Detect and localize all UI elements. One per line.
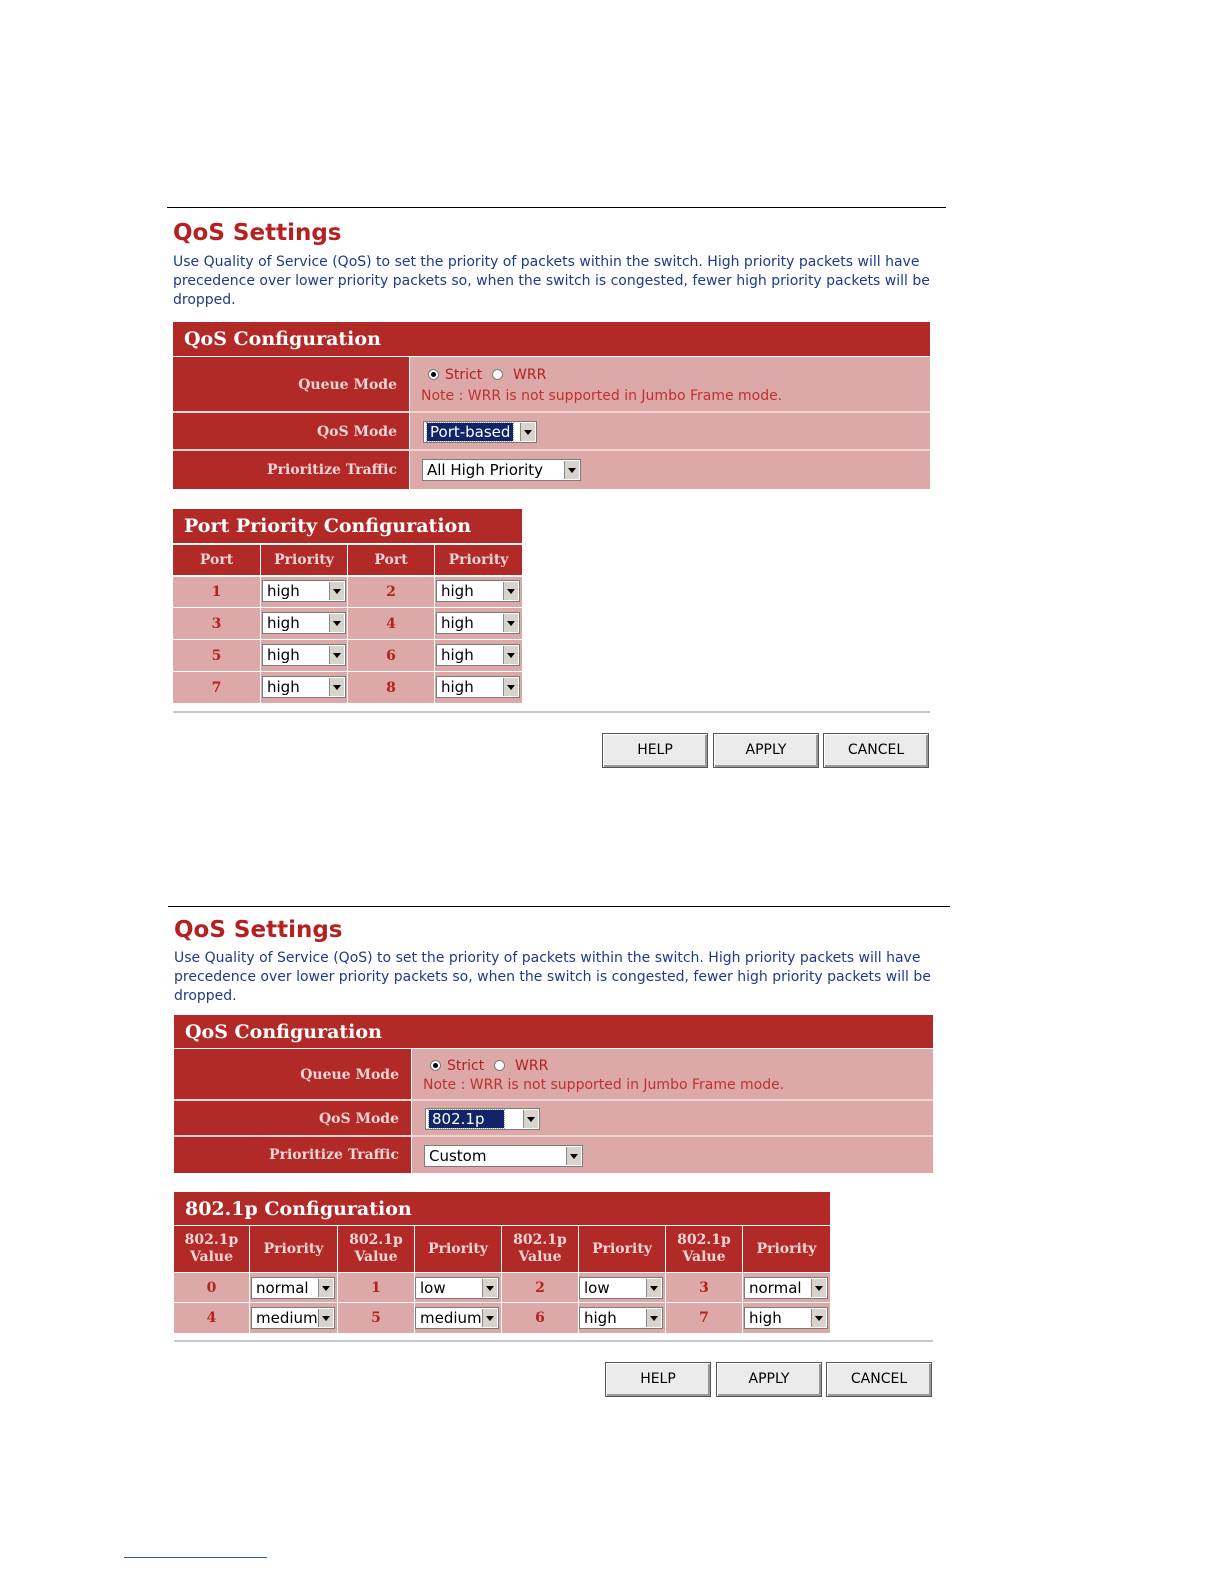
help-button[interactable]: HELP xyxy=(602,733,708,768)
col-header-priority: Priority xyxy=(435,545,522,575)
divider-top-2 xyxy=(168,906,950,907)
col-header-port: Port xyxy=(348,545,434,575)
port-priority-select[interactable]: high xyxy=(262,676,346,698)
chevron-down-icon xyxy=(503,614,518,632)
col-header-8021p-value: 802.1p Value xyxy=(502,1226,578,1272)
chevron-down-icon xyxy=(329,614,344,632)
prioritize-traffic-label: Prioritize Traffic xyxy=(174,1137,411,1173)
queue-mode-strict-label: Strict xyxy=(445,367,483,383)
col-header-8021p-value: 802.1p Value xyxy=(174,1226,249,1272)
col-header-priority: Priority xyxy=(415,1226,501,1272)
chevron-down-icon xyxy=(503,646,518,664)
queue-mode-label: Queue Mode xyxy=(173,357,409,412)
dot1p-priority-select[interactable]: medium xyxy=(415,1307,499,1329)
dot1p-priority-select[interactable]: low xyxy=(579,1277,663,1299)
col-header-port: Port xyxy=(173,545,260,575)
port-number: 6 xyxy=(386,647,396,664)
prioritize-traffic-select[interactable]: Custom xyxy=(424,1145,583,1167)
dot1p-value: 6 xyxy=(535,1310,545,1326)
prioritize-traffic-label: Prioritize Traffic xyxy=(173,451,409,489)
apply-button[interactable]: APPLY xyxy=(716,1362,822,1397)
queue-mode-wrr-radio[interactable] xyxy=(492,369,503,380)
dot1p-priority-select[interactable]: high xyxy=(744,1307,828,1329)
queue-mode-strict-radio[interactable] xyxy=(428,369,439,380)
port-number: 4 xyxy=(386,615,396,632)
port-number: 7 xyxy=(211,679,222,696)
dot1p-value: 1 xyxy=(371,1279,381,1296)
qos-mode-label: QoS Mode xyxy=(174,1101,411,1136)
qos-mode-label: QoS Mode xyxy=(173,413,409,450)
dot1p-value: 0 xyxy=(206,1279,217,1296)
dot1p-priority-select[interactable]: high xyxy=(579,1307,663,1329)
port-number: 2 xyxy=(386,584,396,600)
col-header-priority: Priority xyxy=(250,1226,337,1272)
dot1p-value: 3 xyxy=(699,1279,709,1296)
queue-mode-wrr-radio[interactable] xyxy=(494,1060,505,1071)
page-description: Use Quality of Service (QoS) to set the priority of packets within the switch. High priority packets will have precedence over lower priority packets so, when the switch is congested, fewer high priority packets will be dropped. xyxy=(173,254,930,308)
port-priority-header: Port Priority Configuration xyxy=(173,509,522,543)
port-number: 5 xyxy=(211,647,222,664)
col-header-priority: Priority xyxy=(579,1226,665,1272)
dot1p-priority-select[interactable]: low xyxy=(415,1277,499,1299)
chevron-down-icon xyxy=(523,1110,538,1128)
qos-mode-select[interactable]: Port-based xyxy=(423,421,537,443)
cancel-button[interactable]: CANCEL xyxy=(826,1362,932,1397)
port-number: 3 xyxy=(211,615,222,632)
page-title: QoS Settings xyxy=(173,220,342,246)
footnote-rule xyxy=(124,1557,267,1558)
wrr-note: Note : WRR is not supported in Jumbo Frame mode. xyxy=(423,1077,785,1093)
dot1p-value: 2 xyxy=(535,1279,545,1296)
chevron-down-icon xyxy=(520,423,535,441)
apply-button[interactable]: APPLY xyxy=(713,733,819,768)
col-header-8021p-value: 802.1p Value xyxy=(338,1226,414,1272)
queue-mode-wrr-label: WRR xyxy=(515,1058,549,1074)
cancel-button[interactable]: CANCEL xyxy=(823,733,929,768)
divider-buttons-1 xyxy=(173,711,930,713)
col-header-priority: Priority xyxy=(261,545,347,575)
port-priority-select[interactable]: high xyxy=(436,612,520,634)
queue-mode-wrr-label: WRR xyxy=(513,367,547,383)
port-number: 8 xyxy=(386,679,396,696)
chevron-down-icon xyxy=(329,678,344,696)
dot1p-priority-select[interactable]: normal xyxy=(744,1277,828,1299)
port-number: 1 xyxy=(211,584,222,600)
chevron-down-icon xyxy=(503,582,518,600)
prioritize-traffic-select[interactable]: All High Priority xyxy=(422,459,581,481)
port-priority-select[interactable]: high xyxy=(262,580,346,602)
wrr-note: Note : WRR is not supported in Jumbo Frame mode. xyxy=(421,388,783,404)
divider-top-1 xyxy=(167,207,946,208)
chevron-down-icon xyxy=(566,1147,581,1165)
chevron-down-icon xyxy=(564,461,579,479)
port-priority-select[interactable]: high xyxy=(262,644,346,666)
dot1p-configuration-header: 802.1p Configuration xyxy=(174,1192,830,1225)
qos-mode-select[interactable]: 802.1p xyxy=(425,1108,540,1130)
chevron-down-icon xyxy=(811,1309,826,1327)
col-header-priority: Priority xyxy=(743,1226,830,1272)
queue-mode-strict-label: Strict xyxy=(447,1058,485,1074)
chevron-down-icon xyxy=(329,646,344,664)
chevron-down-icon xyxy=(318,1279,333,1297)
chevron-down-icon xyxy=(329,582,344,600)
qos-configuration-header: QoS Configuration xyxy=(173,322,930,356)
port-priority-select[interactable]: high xyxy=(262,612,346,634)
chevron-down-icon xyxy=(318,1309,333,1327)
divider-buttons-2 xyxy=(174,1340,933,1342)
chevron-down-icon xyxy=(811,1279,826,1297)
help-button[interactable]: HELP xyxy=(605,1362,711,1397)
chevron-down-icon xyxy=(646,1279,661,1297)
qos-configuration-header: QoS Configuration xyxy=(174,1015,933,1048)
page-title: QoS Settings xyxy=(174,917,343,943)
dot1p-value: 4 xyxy=(206,1310,217,1326)
col-header-8021p-value: 802.1p Value xyxy=(666,1226,742,1272)
port-priority-select[interactable]: high xyxy=(436,644,520,666)
dot1p-value: 5 xyxy=(371,1310,381,1326)
queue-mode-strict-radio[interactable] xyxy=(430,1060,441,1071)
page-description: Use Quality of Service (QoS) to set the priority of packets within the switch. High priority packets will have precedence over lower priority packets so, when the switch is congested, fewer high priority packets will be dropped. xyxy=(174,950,931,1004)
port-priority-select[interactable]: high xyxy=(436,676,520,698)
port-priority-select[interactable]: high xyxy=(436,580,520,602)
dot1p-value: 7 xyxy=(699,1310,709,1326)
dot1p-priority-select[interactable]: normal xyxy=(251,1277,335,1299)
chevron-down-icon xyxy=(503,678,518,696)
dot1p-priority-select[interactable]: medium xyxy=(251,1307,335,1329)
chevron-down-icon xyxy=(482,1309,497,1327)
chevron-down-icon xyxy=(646,1309,661,1327)
chevron-down-icon xyxy=(482,1279,497,1297)
queue-mode-label: Queue Mode xyxy=(174,1049,411,1100)
